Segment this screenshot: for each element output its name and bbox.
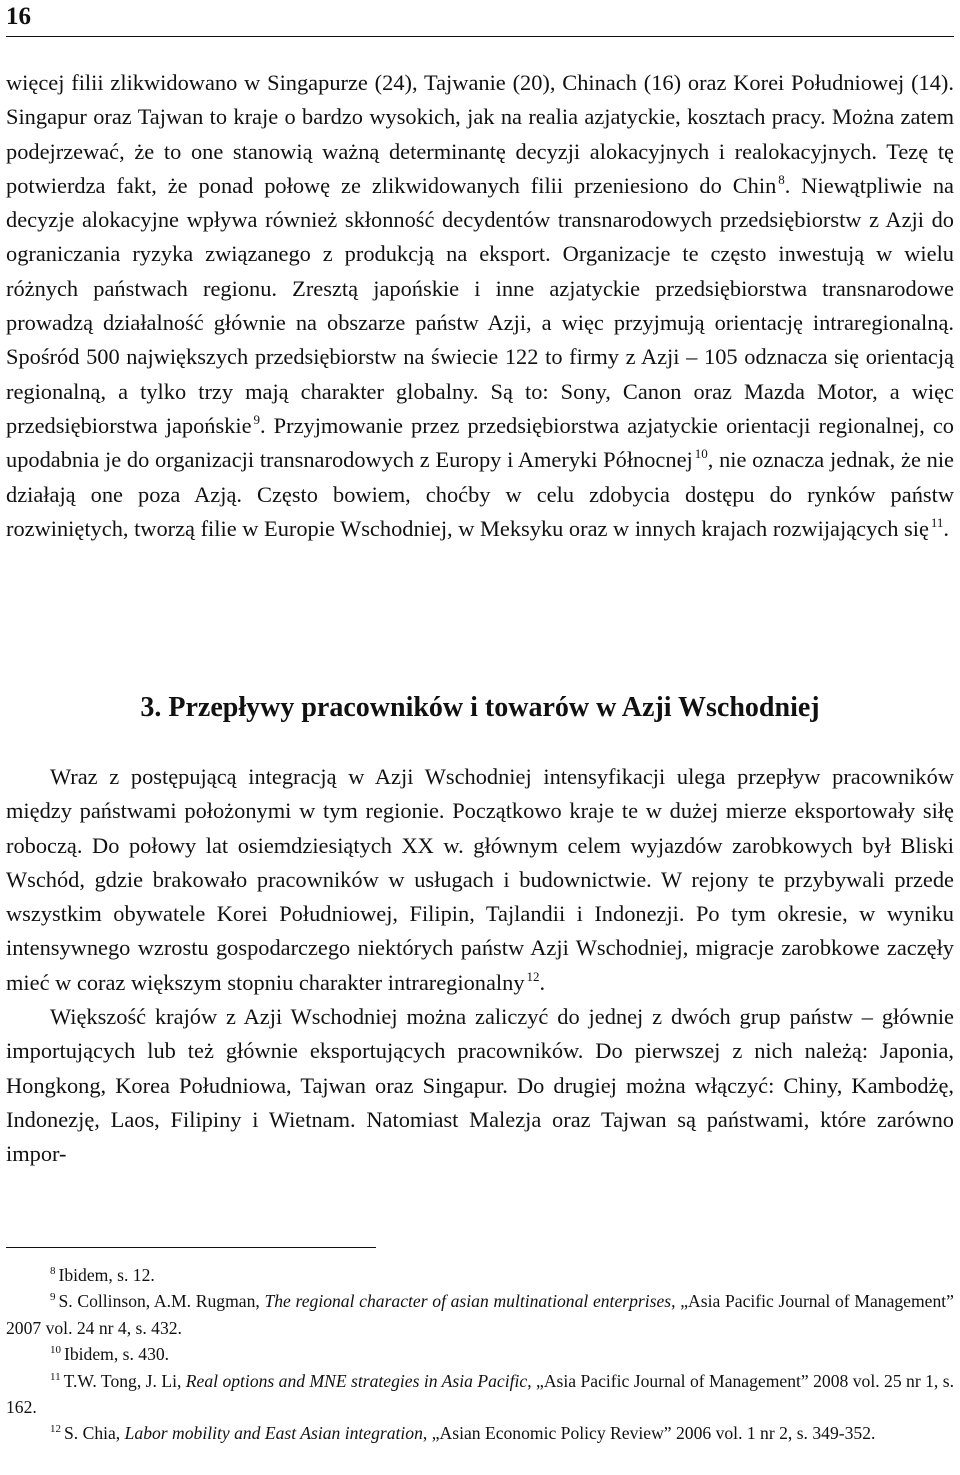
footnote-number: 12 xyxy=(50,1423,61,1436)
footnote-text: S. Collinson, A.M. Rugman, xyxy=(58,1291,265,1312)
footnote-number: 9 xyxy=(50,1291,56,1304)
page-number: 16 xyxy=(6,3,31,30)
paragraph xyxy=(6,760,954,1000)
footnote-text: Ibidem, s. 430. xyxy=(64,1344,170,1365)
paragraph-text: więcej filii zlikwidowano w Singapurze (24), Tajwanie (20), Chinach (16) oraz Korei Południowej (14). Singapur oraz Tajwan to kraje o bardzo wysokich, jak na realia azjatyckie, kosztach pracy. Można zatem podejrzewać, że to one stanowią ważną determinantę decyzji alokacyjnych i realokacyjnych. Tezę tę potwierdza fakt, że ponad połowę ze zlikwidowanych filii przeniesiono do Chin xyxy=(6,70,954,198)
paragraph: Większość krajów z Azji Wschodniej można zaliczyć do jednej z dwóch grup państw – głównie importujących lub też głównie eksportujących pracowników. Do pierwszej z nich należą: Japonia, Hongkong, Korea Południowa, Tajwan oraz Singapur. Do drugiej można włączyć: Chiny, Kambodżę, Indonezję, Laos, Filipiny i Wietnam. Natomiast Malezja oraz Tajwan są państwami, które zarówno impor- xyxy=(6,1004,954,1167)
paragraph-text: . xyxy=(539,969,546,995)
footnote-title: The regional character of asian multinational enterprises xyxy=(264,1291,672,1312)
footnote-9 xyxy=(6,1288,954,1341)
paragraph-text: Wraz z postępującą integracją w Azji Wschodniej intensyfikacji ulega przepływ pracowników między państwami położonymi w tym regionie. Początkowo kraje te w dużej mierze eksportowały siłę roboczą. Do połowy lat osiemdziesiątych XX w. głównym celem wyjazdów zarobkowych był Bliski Wschód, gdzie brakowało pracowników w usługach i budownictwie. W rejony te przybywali przede wszystkim obywatele Korei Południowej, Filipin, Tajlandii i Indonezji. Po tym okresie, w wyniku intensywnego wzrostu gospodarczego niektórych państw Azji Wschodniej, migracje zarobkowe zaczęły mieć w coraz większym stopniu charakter intraregionalny xyxy=(6,764,954,995)
footnote-10 xyxy=(6,1341,954,1367)
footnotes xyxy=(6,1262,954,1447)
footnote-number: 11 xyxy=(50,1370,61,1383)
footnote-12 xyxy=(6,1420,954,1446)
footnote-ref-12[interactable]: 12 xyxy=(526,968,540,984)
body-text-section-2 xyxy=(6,760,954,1172)
footnote-text: , „Asian Economic Policy Review” 2006 vol. 1 nr 2, s. 349-352. xyxy=(422,1423,876,1444)
footnote-separator xyxy=(6,1247,376,1248)
footnote-text: S. Chia, xyxy=(64,1423,125,1444)
footnote-text: , „Asia Pacific Journal of Management” 2008 vol. 25 nr 1, s. 162. xyxy=(6,1370,954,1418)
paragraph-text: . Niewątpliwie na decyzje alokacyjne wpływa również skłonność decydentów transnarodowych przedsiębiorstw z Azji do ograniczania ryzyka związanego z produkcją na eksport. Organizacje te często inwestują w wielu różnych państwach regionu. Zresztą japońskie i inne azjatyckie przedsiębiorstwa transnarodowe prowadzą działalność głównie na obszarze państw Azji, a więc przyjmują orientację intraregionalną. Spośród 500 największych przedsiębiorstw na świecie 122 to firmy z Azji – 105 odznacza się orientacją regionalną, a tylko trzy mają charakter globalny. Są to: Sony, Canon oraz Mazda Motor, a więc przedsiębiorstwa japońskie xyxy=(6,172,954,438)
footnote-text: Ibidem, s. 12. xyxy=(58,1265,155,1285)
footnote-number: 8 xyxy=(50,1265,56,1277)
footnote-11 xyxy=(6,1368,954,1421)
section-heading: 3. Przepływy pracowników i towarów w Azji Wschodniej xyxy=(140,692,820,723)
footnote-ref-10[interactable]: 10 xyxy=(694,446,708,462)
paragraph xyxy=(6,66,954,546)
header-rule xyxy=(6,36,954,37)
footnote-ref-8[interactable]: 8 xyxy=(778,171,785,187)
footnote-title: Real options and MNE strategies in Asia Pacific xyxy=(185,1370,528,1391)
footnote-8 xyxy=(6,1262,954,1288)
footnote-title: Labor mobility and East Asian integration xyxy=(124,1423,423,1444)
footnote-ref-11[interactable]: 11 xyxy=(930,514,944,530)
footnote-ref-9[interactable]: 9 xyxy=(253,411,261,427)
paragraph-text: , nie oznacza jednak, że nie działają one poza Azją. Często bowiem, choćby w celu zdobycia dostępu do rynków państw rozwiniętych, tworzą filie w Europie Wschodniej, w Meksyku oraz w innych krajach rozwijających się xyxy=(6,447,954,541)
footnote-text: T.W. Tong, J. Li, xyxy=(63,1370,186,1391)
paragraph-text: . xyxy=(943,515,950,541)
footnote-text: , „Asia Pacific Journal of Management” 2007 vol. 24 nr 4, s. 432. xyxy=(6,1291,954,1338)
body-text-section-1 xyxy=(6,66,954,546)
footnote-number: 10 xyxy=(50,1344,61,1357)
paragraph-text: . Przyjmowanie przez przedsiębiorstwa azjatyckie orientacji regionalnej, co upodabnia je do organizacji transnarodowych z Europy i Ameryki Północnej xyxy=(6,412,954,473)
